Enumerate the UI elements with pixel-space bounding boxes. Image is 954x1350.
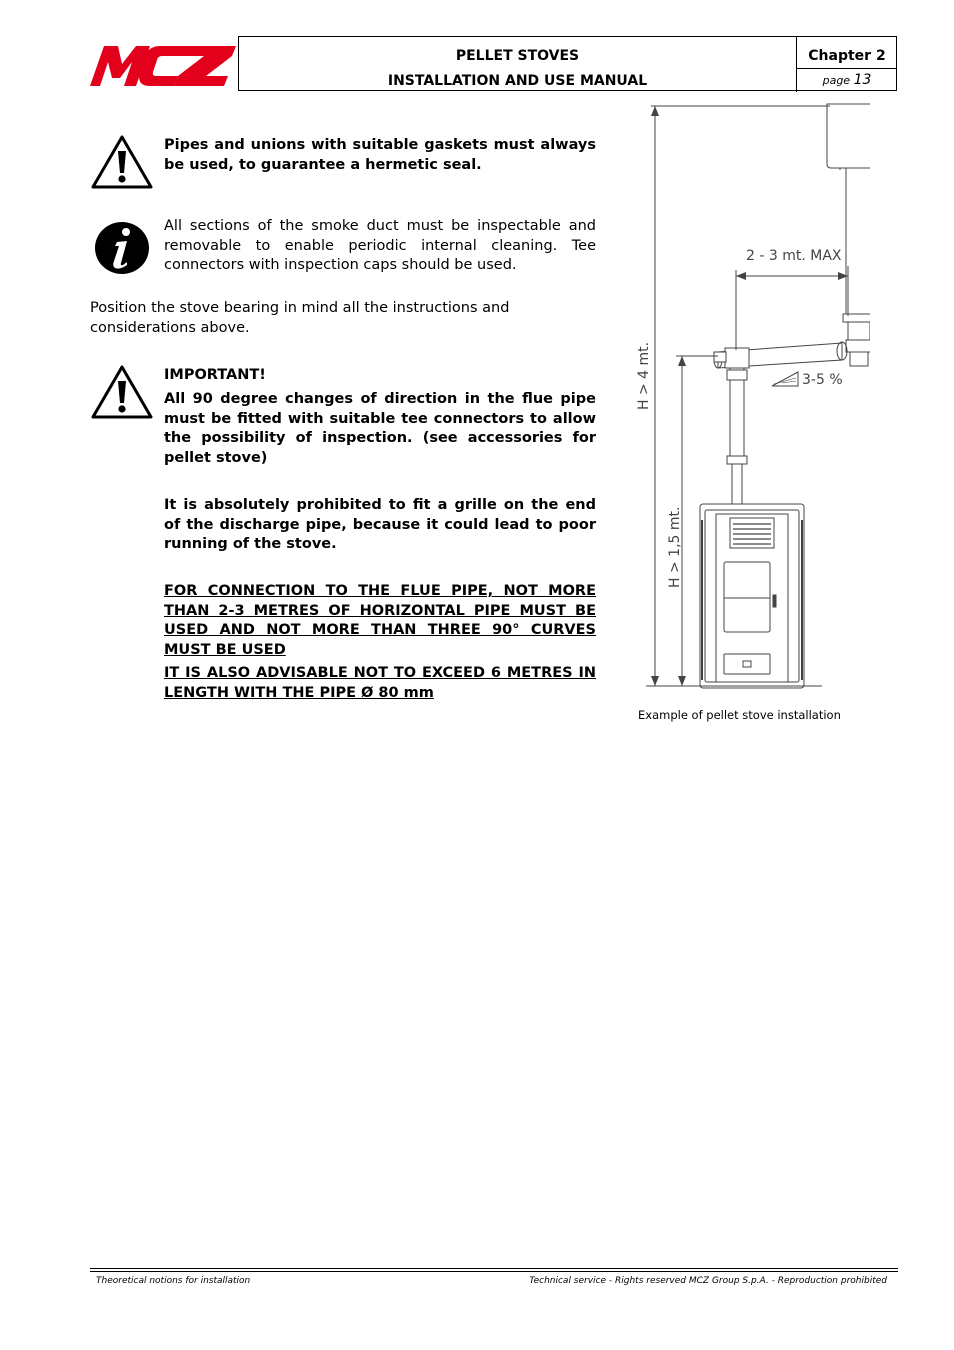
gasket-warning-text: Pipes and unions with suitable gaskets must always be used, to guarantee a hermetic seal.	[164, 137, 596, 173]
header-title-line1: PELLET STOVES	[455, 48, 580, 64]
stove-height-label: H > 1,5 mt.	[667, 506, 683, 588]
inspection-info-text: All sections of the smoke duct must be inspectable and removable to enable periodic internal cleaning. Tee connectors with inspection caps should be used.	[164, 218, 596, 273]
footer-divider	[90, 1271, 898, 1272]
position-text: Position the stove bearing in mind all the instructions and considerations above.	[90, 300, 510, 336]
footer-right-text: Technical service - Rights reserved MCZ Group S.p.A. - Reproduction prohibited	[529, 1276, 887, 1286]
header-box	[238, 36, 897, 91]
slope-label: 3-5 %	[802, 372, 843, 388]
warning-triangle-icon	[90, 134, 154, 190]
info-icon	[93, 221, 151, 275]
warning-triangle-icon	[90, 364, 154, 420]
page-number: 13	[853, 72, 872, 88]
figure-caption: Example of pellet stove installation	[638, 708, 841, 722]
footer-left-text: Theoretical notions for installation	[96, 1276, 251, 1286]
installation-diagram	[610, 100, 870, 700]
mcz-logo	[90, 42, 236, 86]
important-title: IMPORTANT!	[164, 367, 266, 383]
footer-divider	[90, 1268, 898, 1269]
horizontal-length-label: 2 - 3 mt. MAX	[746, 248, 842, 264]
chapter-label: Chapter 2	[797, 37, 897, 69]
page-label: page	[822, 74, 851, 87]
important-text: All 90 degree changes of direction in the flue pipe must be fitted with suitable tee connectors to allow the possibility of inspection. (see accessories for pellet stove)	[164, 391, 596, 466]
page-number-cell	[797, 68, 897, 91]
length-limit-text: IT IS ALSO ADVISABLE NOT TO EXCEED 6 METRES IN LENGTH WITH THE PIPE Ø 80 mm	[164, 665, 596, 701]
header-title-cell	[239, 37, 797, 92]
header-title-line2: INSTALLATION AND USE MANUAL	[387, 73, 648, 89]
total-height-label: H > 4 mt.	[636, 341, 652, 410]
connection-limit-text: FOR CONNECTION TO THE FLUE PIPE, NOT MORE THAN 2-3 METRES OF HORIZONTAL PIPE MUST BE USED AND NOT MORE THAN THREE 90° CURVES MUST BE USED	[164, 583, 596, 658]
grille-warning-text: It is absolutely prohibited to fit a grille on the end of the discharge pipe, because it could lead to poor running of the stove.	[164, 497, 596, 552]
